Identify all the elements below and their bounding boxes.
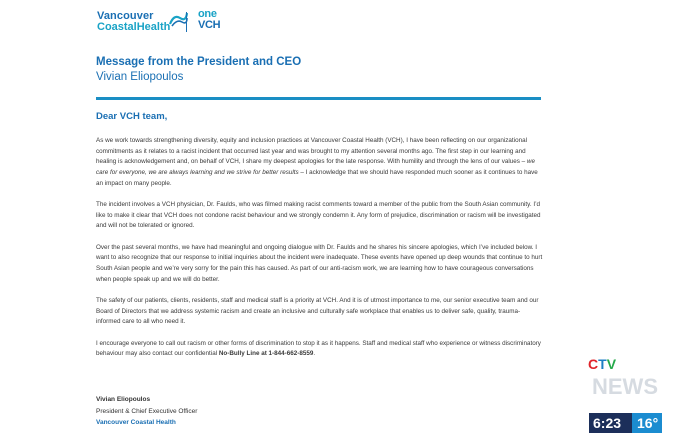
- clock-time: 6:23: [593, 415, 622, 431]
- paragraph-1-text-end: – I acknowledge that we should have responded much sooner as it continues to have an impact on many people.: [96, 169, 538, 187]
- signature-role: President & Chief Executive Officer: [96, 407, 198, 415]
- temperature-box: [632, 413, 662, 433]
- paragraph-5-end: .: [313, 350, 316, 358]
- paragraph-2: The incident involves a VCH physician, Dr. Faulds, who was filmed making racist comments toward a member of the public from the South Asian community. I’d like to make it clear that VCH does not condone racist behaviour and we strongly condemn it. Any form of prejudice, discrimination or racism will be investigated and will not be tolerated or ignored.: [96, 201, 541, 230]
- temperature: 16°: [637, 415, 659, 431]
- letter-title: Message from the President and CEO: [96, 56, 302, 68]
- letter-subtitle: Vivian Eliopoulos: [96, 71, 184, 83]
- paragraph-4: The safety of our patients, clients, residents, staff and medical staff is a priority at VCH. And it is of utmost importance to me, our senior executive team and our Board of Directors that we address systemic racism and create an inclusive and culturally safe workplace that enables us to deliver safe, quality, trauma-informed care to all who need it.: [96, 296, 539, 326]
- paragraph-3: Over the past several months, we have had meaningful and ongoing dialogue with Dr. Faulds and he shares his sincere apologies, which I’ve included below. I want to also recognize that our response to initial inquiries about the incident were inadequate. These events have opened up deep wounds that continue to hurt South Asian people and we’re very sorry for the pain this has caused. As part of our anti-racism work, we are learning how to have courageous conversations when people speak up and we will do better.: [96, 243, 543, 283]
- news-watermark: NEWS: [592, 374, 658, 399]
- ctv-logo-v: V: [606, 356, 617, 372]
- values-statement: we care for everyone, we are always learning and we strive for better results: [96, 158, 535, 177]
- ctv-news-logo: [588, 356, 658, 411]
- paragraph-5: [96, 339, 544, 360]
- time-temperature-bar: [589, 413, 662, 433]
- one-vch-logo-vch: VCH: [198, 19, 221, 31]
- paragraph-1: [96, 136, 544, 190]
- letter-greeting: Dear VCH team,: [96, 111, 168, 122]
- ctv-logo: [588, 356, 616, 372]
- paragraph-1-text: As we work towards strengthening diversity, equity and inclusion practices at Vancouver Coastal Health (VCH), I have been reflecting on our organizational commitments as it relates to a racist incident that occurred last year and was brought to my attention several months ago. The first step in our learning and healing is acknowledgement and, on behalf of VCH, I share my deepest apologies for the late response. With humility and through the lens of our values –: [96, 137, 527, 166]
- one-vch-logo-one: one: [198, 8, 217, 20]
- logo-text-coastal-health: CoastalHealth: [97, 21, 171, 33]
- logo-divider: [186, 12, 187, 32]
- wave-icon: [168, 10, 188, 30]
- signature-block: [96, 394, 197, 429]
- no-bully-line: No-Bully Line at 1-844-662-8559: [218, 350, 314, 358]
- title-divider: [96, 97, 541, 100]
- letter-body: [96, 136, 544, 370]
- signature-name: Vivian Eliopoulos: [96, 396, 151, 403]
- ctv-logo-t: T: [598, 356, 607, 372]
- ctv-logo-c: C: [588, 356, 599, 372]
- signature-org: Vancouver Coastal Health: [96, 419, 176, 426]
- logo-text-vancouver: Vancouver: [97, 10, 154, 22]
- paragraph-5-text: I encourage everyone to call out racism or other forms of discrimination to stop it as it happens. Staff and medical staff who experience or witness discriminatory behaviour may also contact our confidential: [96, 339, 541, 358]
